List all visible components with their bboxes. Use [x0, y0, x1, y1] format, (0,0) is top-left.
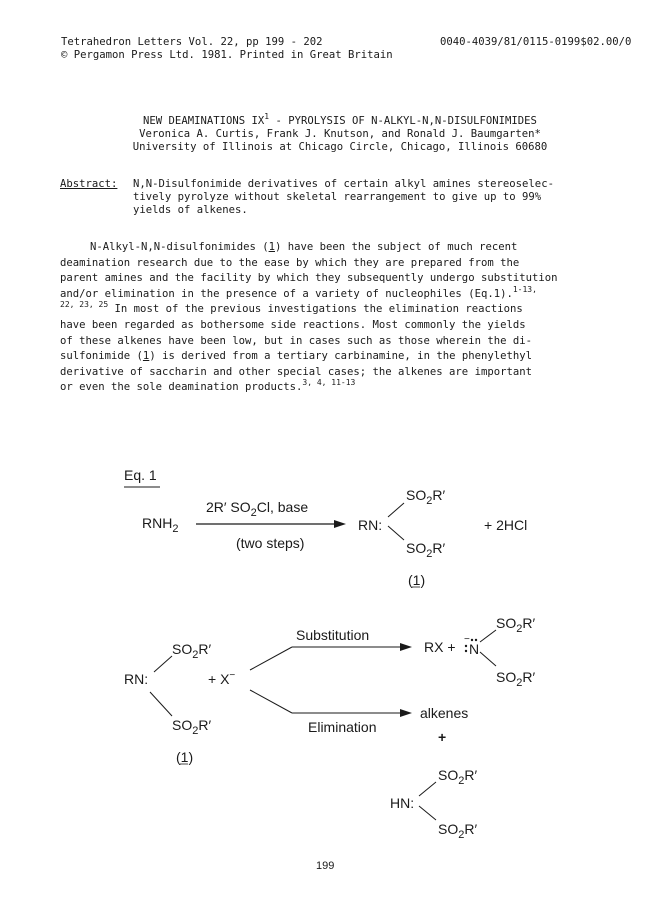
journal-header — [61, 36, 393, 62]
body-line: sulfonimide (1) is derived from a tertiary carbinamine, in the phenylethyl — [60, 350, 532, 363]
arrow-head — [334, 520, 346, 528]
plus-sign: + — [438, 729, 447, 745]
title-block — [60, 112, 620, 154]
amine-reactant: $RNH_2$ — [142, 515, 179, 535]
bond-line — [419, 782, 436, 796]
bond-line — [419, 806, 436, 820]
abstract-line: N,N-Disulfonimide derivatives of certain alkyl amines stereoselec- — [133, 178, 554, 190]
sulfonyl-group: $SO_2R'$ — [438, 821, 478, 841]
hcl-byproduct: + 2HCl — [484, 517, 528, 533]
body-line: or even the sole deamination products.$^{3, 4, 11-13}$ — [60, 378, 356, 394]
bond-line — [388, 503, 404, 517]
body-line: N-Alkyl-N,N-disulfonimides (1) have been the subject of much recent — [90, 241, 518, 253]
compound-ref: 1 — [142, 350, 150, 363]
abstract-line: yields of alkenes. — [133, 204, 248, 216]
elimination-label: Elimination — [308, 719, 377, 735]
sulfonyl-group: $SO_2R'$ — [406, 540, 446, 560]
sulfonyl-group: $SO_2R'$ — [496, 669, 536, 689]
article-title — [60, 112, 620, 128]
publisher-line: © Pergamon Press Ltd. 1981. Printed in Great Britain — [61, 49, 393, 61]
body-line: derivative of saccharin and other special cases; the alkenes are important — [60, 365, 532, 378]
bond-line — [480, 652, 496, 666]
title-sup: 1 — [264, 112, 270, 121]
sulfonyl-group: $SO_2R'$ — [496, 615, 536, 635]
branch-line — [250, 690, 292, 713]
anion-charge: − — [464, 634, 470, 645]
bond-line — [388, 526, 404, 540]
disulfonimide-nh: HN: — [390, 795, 415, 811]
abstract-line: tively pyrolyze without skeletal rearrangement to give up to 99% — [133, 191, 542, 203]
substitution-label: Substitution — [296, 627, 370, 643]
branch-line — [250, 647, 292, 670]
title-rest: - PYROLYSIS OF N-ALKYL-N,N-DISULFONIMIDES — [269, 115, 537, 127]
bond-line — [480, 630, 496, 642]
body-paragraph — [60, 240, 557, 396]
abstract-text — [133, 178, 554, 217]
arrow-head — [400, 709, 412, 717]
alkenes-product: alkenes — [420, 705, 469, 721]
nucleophile: + X− — [208, 670, 236, 687]
title-main: NEW DEAMINATIONS IX — [143, 115, 265, 127]
reaction-scheme — [0, 440, 672, 860]
journal-line: Tetrahedron Letters Vol. 22, pp 199 - 202 — [61, 36, 323, 48]
authors: Veronica A. Curtis, Frank J. Knutson, and Ronald J. Baumgarten* — [139, 128, 541, 140]
disulfonimide-nitrogen: RN: — [358, 517, 383, 533]
compound-number: (1) — [408, 572, 426, 588]
bond-line — [150, 692, 172, 716]
sulfonimide-anion: N — [469, 641, 480, 657]
lone-pair-dot — [465, 645, 467, 647]
citation: 22, 23, 25 — [60, 300, 109, 310]
body-line: of these alkenes have been low, but in cases such as those wherein the di- — [60, 334, 532, 347]
sulfonyl-group: $SO_2R'$ — [438, 767, 478, 787]
body-line: and/or elimination in the presence of a variety of nucleophiles (Eq.1).$^{1-13,}$ — [60, 284, 537, 300]
sulfonyl-group: $SO_2R'$ — [172, 717, 212, 737]
page-number: 199 — [316, 860, 335, 872]
reagent-label: 2R′ $SO_2Cl$, base — [206, 499, 309, 519]
body-line: parent amines and the facility by which they subsequently undergo substitution — [60, 272, 558, 285]
article-code: 0040-4039/81/0115-0199$02.00/0 — [440, 36, 632, 48]
bond-line — [154, 656, 172, 672]
disulfonimide-nitrogen: RN: — [124, 671, 149, 687]
body-line: have been regarded as bothersome side reactions. Most commonly the yields — [60, 318, 526, 331]
compound-ref: 1 — [268, 241, 275, 253]
body-line: deamination research due to the ease by which they are prepared from the — [60, 256, 520, 269]
lone-pair-dot — [465, 650, 467, 652]
arrow-head — [400, 643, 412, 651]
body-line: $^{22, 23, 25}$ In most of the previous investigations the elimination reactions — [60, 300, 523, 316]
alkyl-nucleophile-product: RX + — [424, 639, 456, 655]
reagent-condition: (two steps) — [236, 535, 305, 551]
citation: 3, 4, 11-13 — [302, 378, 356, 388]
affiliation: University of Illinois at Chicago Circle, Chicago, Illinois 60680 — [132, 141, 548, 153]
sulfonyl-group: $SO_2R'$ — [406, 487, 446, 507]
citation: 1-13, — [512, 284, 537, 294]
equation-label: Eq. 1 — [124, 467, 157, 483]
abstract-label: Abstract: — [60, 178, 118, 190]
sulfonyl-group: $SO_2R'$ — [172, 641, 212, 661]
compound-number: (1) — [176, 749, 194, 765]
